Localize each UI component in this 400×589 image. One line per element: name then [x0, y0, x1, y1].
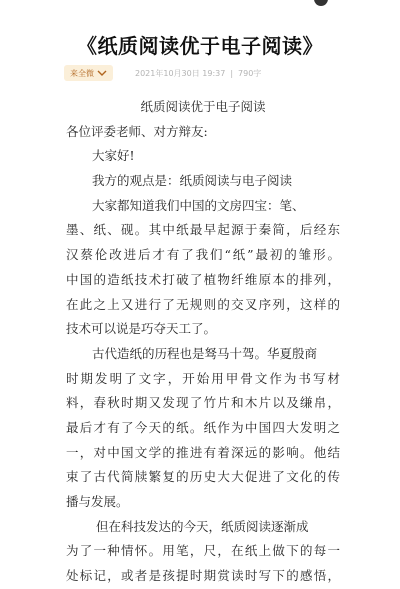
paragraph-line: 时期发明了文字，开始用甲骨文作为书写材 [66, 370, 340, 386]
paragraph-line: 技术可以说是巧夺天工了。 [66, 321, 217, 337]
paragraph-line: 汉蔡伦改进后才有了我们“纸”最初的雏形。 [66, 247, 340, 263]
greeting: 大家好! [92, 148, 135, 164]
publish-date: 2021年10月30日 19:37 [135, 68, 226, 78]
body-heading: 纸质阅读优于电子阅读 [140, 99, 266, 114]
paragraph-line: 古代造纸的历程也是驽马十驾。华夏殷商 [92, 345, 318, 361]
paragraph-line: 中国的造纸技术打破了植物纤维原本的排列， [66, 271, 340, 287]
paragraph-line: 最后才有了今天的纸。纸作为中国四大发明之 [66, 419, 340, 435]
author-badge[interactable] [64, 65, 113, 81]
article-meta [64, 65, 261, 81]
paragraph-line: 束了古代简牍繁复的历史大大促进了文化的传 [66, 469, 340, 485]
paragraph-line: 处标记，或者是孩提时期赏读时写下的感悟， [66, 568, 340, 584]
paragraph-line: 播与发展。 [66, 494, 129, 509]
chevron-down-icon [97, 69, 107, 77]
paragraph-line: 为了一种情怀。用笔，尺，在纸上做下的每一 [66, 543, 340, 559]
camera-notch [314, 0, 328, 6]
article-body [66, 95, 340, 589]
top-bar [0, 0, 400, 10]
word-count: 790字 [238, 68, 262, 78]
paragraph-line: 料，春秋时期又发现了竹片和木片以及缣帛， [66, 395, 340, 411]
paragraph-line: 大家都知道我们中国的文房四宝：笔、 [92, 197, 305, 213]
paragraph-line: 但在科技发达的今天，纸质阅读逐渐成 [96, 518, 309, 534]
salutation: 各位评委老师、对方辩友: [66, 123, 208, 139]
article-title: 《纸质阅读优于电子阅读》 [77, 34, 323, 58]
author-name: 来全微 [70, 68, 94, 78]
paragraph-line: 墨、纸、砚。其中纸最早起源于秦简，后经东 [66, 222, 340, 238]
meta-divider: | [230, 68, 234, 78]
paragraph-line: 一，对中国文学的推进有着深远的影响。他结 [66, 444, 340, 460]
paragraph-line: 在此之上又进行了无规则的交叉序列，这样的 [66, 296, 340, 312]
paragraph-line: 我方的观点是：纸质阅读与电子阅读 [92, 173, 293, 189]
